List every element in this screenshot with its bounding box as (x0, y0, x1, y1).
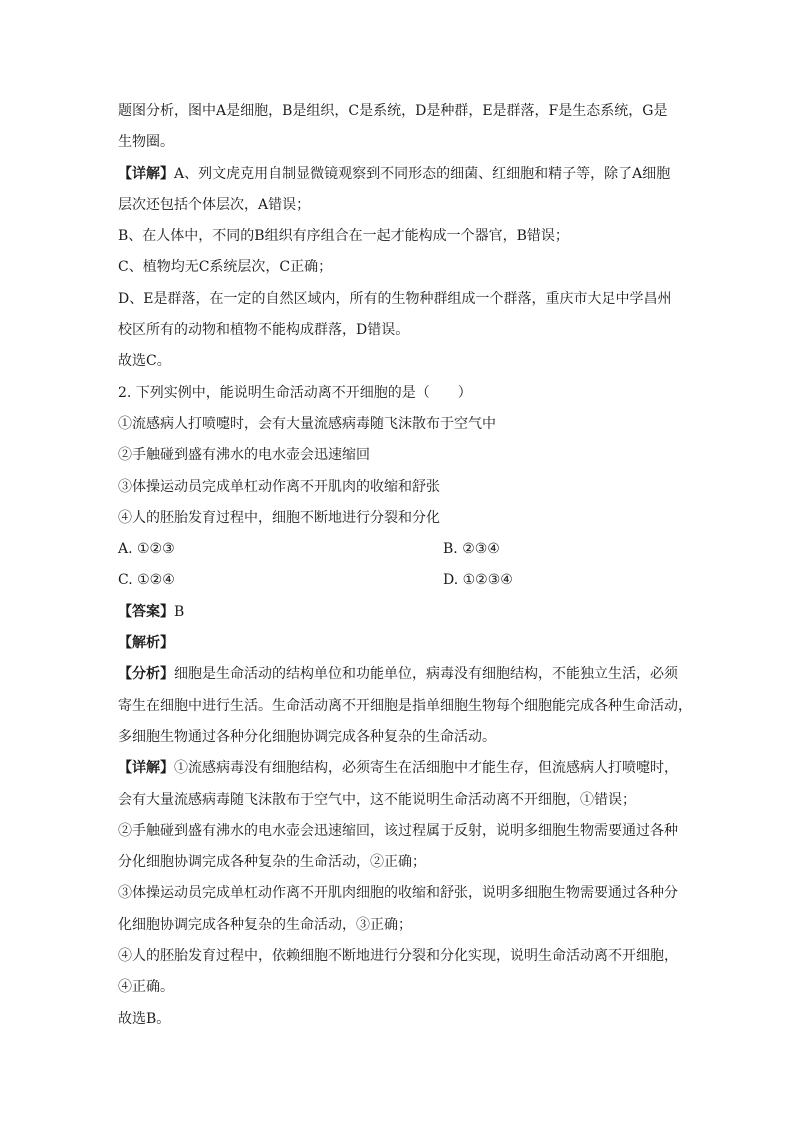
detail-tag: 【详解】 (118, 760, 174, 777)
options-row-1 (118, 534, 678, 565)
text-line: ③体操运动员完成单杠动作离不开肌肉细胞的收缩和舒张，说明多细胞生物需要通过各种分 (118, 885, 678, 902)
text-line: 生物圈。 (118, 134, 174, 151)
text-line: 寄生在细胞中进行生活。生命活动离不开细胞是指单细胞生物每个细胞能完成各种生命活动， (118, 697, 692, 714)
text-line: D、E是群落，在一定的自然区域内，所有的生物种群组成一个群落，重庆市大足中学昌州 (118, 290, 672, 307)
text-line: 化细胞协调完成各种复杂的生命活动，③正确； (118, 916, 412, 933)
options-row-2 (118, 565, 678, 596)
question-stem: 2. 下列实例中，能说明生命活动离不开细胞的是（ ） (118, 384, 472, 401)
document-page (118, 96, 692, 1035)
text-line: B、在人体中，不同的B组织有序组合在一起才能构成一个器官，B错误； (118, 228, 569, 245)
option-d: D. ①②③④ (443, 572, 513, 589)
option-a: A. ①②③ (118, 541, 175, 558)
statement-1: ①流感病人打喷嚏时，会有大量流感病毒随飞沫散布于空气中 (118, 415, 496, 432)
text-line: 故选B。 (118, 1010, 171, 1027)
statement-4: ④人的胚胎发育过程中，细胞不断地进行分裂和分化 (118, 509, 440, 526)
statement-2: ②手触碰到盛有沸水的电水壶会迅速缩回 (118, 447, 370, 464)
text-line: ①流感病毒没有细胞结构，必须寄生在活细胞中才能生存，但流感病人打喷嚏时， (174, 760, 678, 777)
analysis-paragraph (118, 659, 678, 690)
text-line: C、植物均无C系统层次，C正确； (118, 259, 333, 276)
text-line: ④正确。 (118, 979, 174, 996)
option-b: B. ②③④ (443, 541, 500, 558)
text-line: 多细胞生物通过各种分化细胞协调完成各种复杂的生命活动。 (118, 728, 496, 745)
text-line: 题图分析，图中A是细胞，B是组织，C是系统，D是种群，E是群落，F是生态系统，G是 (118, 103, 668, 119)
answer-value: B (174, 603, 185, 620)
text-line: 分化细胞协调完成各种复杂的生命活动，②正确； (118, 854, 426, 871)
analysis-tag: 【解析】 (118, 635, 174, 652)
text-line: A、列文虎克用自制显微镜观察到不同形态的细菌、红细胞和精子等，除了A细胞 (174, 165, 671, 182)
answer-line (118, 597, 678, 628)
statement-3: ③体操运动员完成单杠动作离不开肌肉的收缩和舒张 (118, 478, 440, 495)
detail-paragraph (118, 753, 678, 784)
detail-tag: 【详解】 (118, 165, 174, 182)
answer-tag: 【答案】 (118, 603, 174, 620)
text-line: 细胞是生命活动的结构单位和功能单位，病毒没有细胞结构，不能独立生活，必须 (174, 666, 678, 683)
option-c: C. ①②④ (118, 572, 175, 589)
text-line: 故选C。 (118, 353, 171, 370)
fenxi-tag: 【分析】 (118, 666, 174, 683)
text-line: ②手触碰到盛有沸水的电水壶会迅速缩回，该过程属于反射，说明多细胞生物需要通过各种 (118, 822, 678, 839)
text-line: 会有大量流感病毒随飞沫散布于空气中，这不能说明生命活动离不开细胞，①错误； (118, 791, 636, 808)
text-line: ④人的胚胎发育过程中，依赖细胞不断地进行分裂和分化实现，说明生命活动离不开细胞， (118, 948, 678, 965)
detail-paragraph (118, 159, 678, 190)
text-line: 校区所有的动物和植物不能构成群落，D错误。 (118, 322, 410, 339)
text-line: 层次还包括个体层次，A错误； (118, 196, 311, 213)
